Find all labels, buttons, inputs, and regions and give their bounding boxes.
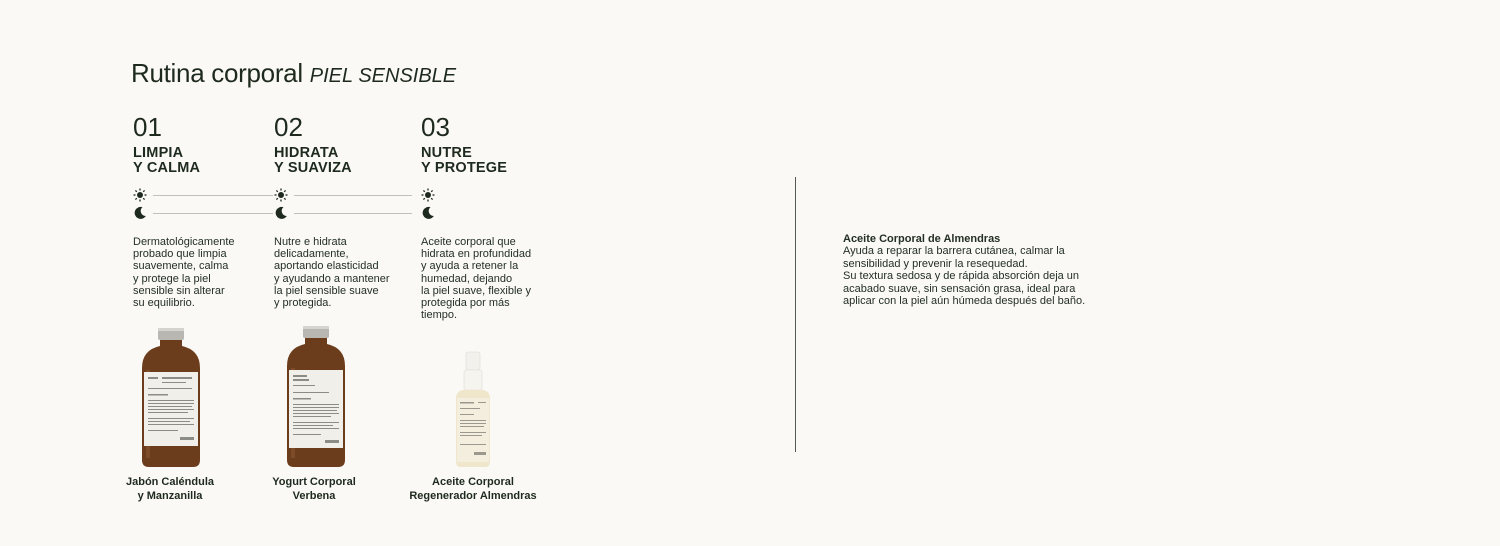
moon-divider — [153, 213, 273, 214]
info-title: Aceite Corporal de Almendras — [843, 233, 1001, 245]
step-01 — [133, 112, 235, 309]
step-description: Dermatológicamente probado que limpia suavemente, calma y protege la piel sensible sin alterar su equilibrio. — [133, 236, 235, 310]
step-icons — [421, 188, 531, 222]
amber-bottle-icon — [138, 320, 204, 470]
step-02 — [274, 112, 390, 309]
product-name-aceite: Aceite Corporal Regenerador Almendras — [409, 476, 537, 502]
page-title — [131, 58, 456, 89]
step-03 — [421, 112, 531, 321]
sun-divider — [153, 195, 273, 196]
step-heading: HIDRATA Y SUAVIZA — [274, 145, 352, 176]
sun-icon — [274, 188, 288, 202]
step-icons — [133, 188, 235, 222]
amber-bottle-icon — [283, 320, 349, 470]
moon-icon — [421, 206, 435, 220]
step-description: Nutre e hidrata delicadamente, aportando elasticidad y ayudando a mantener la piel sensible suave y protegida. — [274, 236, 390, 310]
spray-bottle-icon — [448, 320, 498, 470]
step-icons — [274, 188, 390, 222]
vertical-divider — [795, 177, 796, 452]
product-name-yogurt: Yogurt Corporal Verbena — [272, 476, 356, 502]
info-body: Ayuda a reparar la barrera cutánea, calmar la sensibilidad y prevenir la resequedad. Su textura sedosa y de rápida absorción deja un acabado suave, sin sensación grasa, ideal para aplicar con la piel aún húmeda después del baño. — [843, 245, 1086, 308]
step-number: 03 — [421, 112, 450, 142]
step-heading: NUTRE Y PROTEGE — [421, 145, 508, 176]
product-name-jabon: Jabón Caléndula y Manzanilla — [125, 476, 215, 502]
step-number: 01 — [133, 112, 162, 142]
step-number: 02 — [274, 112, 303, 142]
moon-divider — [294, 213, 412, 214]
product-image-jabon — [138, 320, 204, 470]
moon-icon — [133, 206, 147, 220]
sun-icon — [133, 188, 147, 202]
product-info — [843, 233, 1085, 307]
title-main: Rutina corporal — [131, 58, 303, 88]
step-heading: LIMPIA Y CALMA — [133, 145, 201, 176]
product-image-aceite — [448, 320, 498, 470]
moon-icon — [274, 206, 288, 220]
sun-divider — [294, 195, 412, 196]
product-image-yogurt — [283, 320, 349, 470]
step-description: Aceite corporal que hidrata en profundidad y ayuda a retener la humedad, dejando la piel suave, flexible y protegida por más tiempo. — [421, 236, 532, 322]
title-subtitle: PIEL SENSIBLE — [309, 65, 457, 87]
sun-icon — [421, 188, 435, 202]
